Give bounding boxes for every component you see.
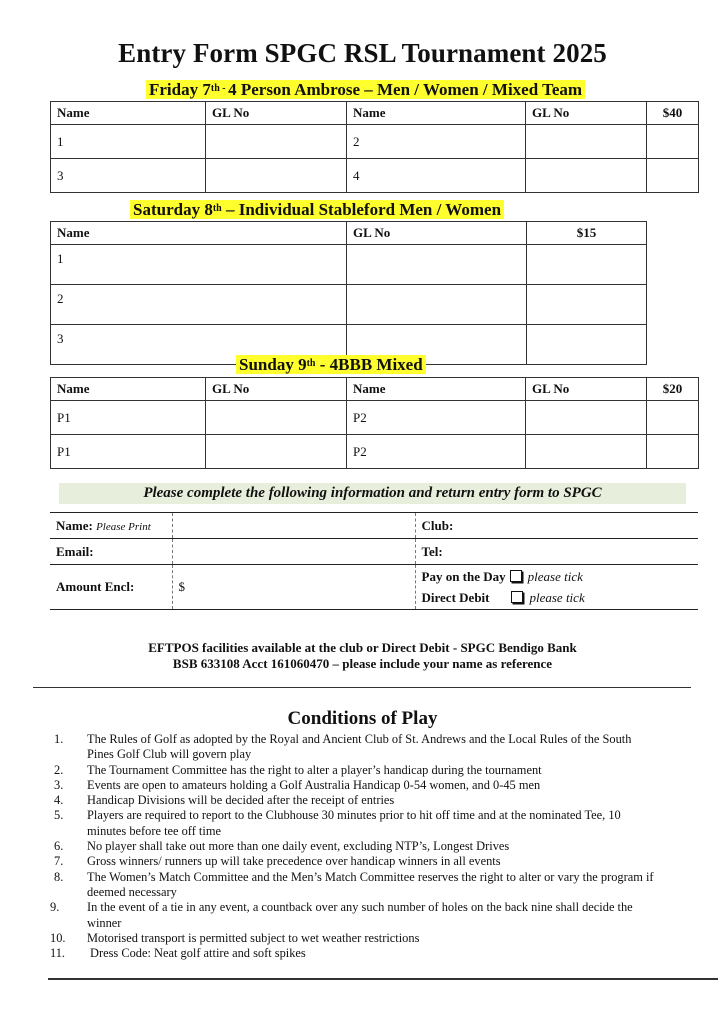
contact-info-table [50, 512, 698, 610]
email-tel-row [50, 539, 698, 565]
item-text: Dress Code: Neat golf attire and soft spikes [90, 946, 306, 961]
table-row [51, 159, 699, 193]
item-text: Players are required to report to the Clubhouse 30 minutes prior to hit off time and at the nominated Tee, 10 minutes before tee off time [87, 808, 621, 838]
item-number: 10. [50, 930, 66, 945]
col-header-gl-no: GL No [526, 102, 647, 125]
list-item [40, 732, 660, 763]
table-row [51, 245, 647, 285]
saturday-heading-sup: th [212, 203, 222, 214]
pay-on-day-checkbox[interactable] [510, 570, 522, 582]
saturday-heading [130, 199, 504, 220]
item-text: The Tournament Committee has the right to alter a player’s handicap during the tournament [87, 762, 542, 777]
item-number: 8. [54, 869, 64, 884]
name-club-row [50, 513, 698, 539]
player-name-cell[interactable]: 4 [347, 159, 526, 193]
player-name-cell[interactable]: 2 [347, 125, 526, 159]
col-header-gl-no: GL No [347, 222, 527, 245]
sunday-heading-event: - 4BBB Mixed [315, 355, 423, 374]
item-number: 2. [54, 762, 64, 777]
direct-debit-checkbox[interactable] [511, 591, 523, 603]
col-header-name: Name [347, 378, 526, 401]
gl-no-cell[interactable] [347, 245, 527, 285]
direct-debit-label: Direct Debit [421, 590, 490, 605]
gl-no-cell[interactable] [526, 401, 647, 435]
sunday-heading-sup: th [306, 358, 316, 369]
col-header-name: Name [51, 378, 206, 401]
gl-no-cell[interactable] [526, 159, 647, 193]
player-name-cell[interactable]: 1 [51, 245, 347, 285]
amount-label: Amount Encl: [50, 565, 172, 610]
table-row [51, 125, 699, 159]
friday-entry-table [50, 101, 699, 193]
table-row [51, 435, 699, 469]
name-hint: Please Print [96, 520, 151, 533]
table-header-row [51, 222, 647, 245]
player-name-cell[interactable]: 1 [51, 125, 206, 159]
sunday-entry-table [50, 377, 699, 469]
fee-cell[interactable] [647, 401, 699, 435]
email-field[interactable] [172, 539, 415, 565]
gl-no-cell[interactable] [526, 435, 647, 469]
col-header-gl-no: GL No [206, 102, 347, 125]
friday-heading-sup: th - [210, 83, 229, 94]
item-number: 5. [54, 808, 64, 823]
instructions-banner: Please complete the following information and return entry form to SPGC [59, 483, 686, 504]
item-number: 1. [54, 732, 64, 746]
friday-heading-event: 4 Person Ambrose – Men / Women / Mixed Team [228, 80, 583, 99]
friday-heading [146, 79, 585, 100]
footer-divider [48, 978, 718, 980]
gl-no-cell[interactable] [206, 159, 347, 193]
item-number: 6. [54, 839, 64, 854]
name-label [50, 513, 172, 539]
sunday-heading [236, 354, 426, 375]
col-header-fee: $40 [647, 102, 699, 125]
divider [33, 687, 691, 688]
player-name-cell[interactable]: 3 [51, 159, 206, 193]
tick-hint: please tick [529, 590, 585, 605]
club-label: Club: [421, 517, 454, 533]
item-number: 9. [50, 900, 60, 915]
player-name-cell[interactable]: P2 [347, 435, 526, 469]
conditions-list [40, 732, 660, 961]
club-field[interactable] [415, 513, 698, 539]
payment-note-line1: EFTPOS facilities available at the club or Direct Debit - SPGC Bendigo Bank [148, 640, 577, 655]
tel-field[interactable] [415, 539, 698, 565]
player-name-cell[interactable]: 3 [51, 325, 347, 365]
payment-note [0, 640, 725, 672]
player-name-cell[interactable]: P1 [51, 435, 206, 469]
fee-cell[interactable] [647, 159, 699, 193]
tick-hint: please tick [527, 569, 583, 584]
item-number: 4. [54, 793, 64, 808]
gl-no-cell[interactable] [206, 401, 347, 435]
email-label: Email: [50, 539, 172, 565]
item-number: 3. [54, 777, 64, 792]
gl-no-cell[interactable] [526, 125, 647, 159]
item-text: Events are open to amateurs holding a Golf Australia Handicap 0-54 women, and 0-45 men [87, 777, 541, 792]
col-header-name: Name [51, 102, 206, 125]
table-header-row [51, 102, 699, 125]
friday-heading-day: Friday 7 [149, 80, 211, 99]
list-item [40, 946, 660, 961]
pay-on-day-label: Pay on the Day [421, 569, 506, 584]
page-title: Entry Form SPGC RSL Tournament 2025 [118, 38, 607, 68]
col-header-gl-no: GL No [206, 378, 347, 401]
item-text: Handicap Divisions will be decided after the receipt of entries [87, 793, 395, 808]
player-name-cell[interactable]: P1 [51, 401, 206, 435]
list-item [40, 763, 660, 778]
item-text: In the event of a tie in any event, a countback over any such number of holes on the back nine shall decide the winner [87, 900, 633, 930]
table-row [51, 401, 699, 435]
payment-note-line2: BSB 633108 Acct 161060470 – please include your name as reference [172, 656, 553, 671]
list-item [40, 839, 660, 854]
pay-on-day-option [422, 566, 699, 587]
col-header-gl-no: GL No [526, 378, 647, 401]
list-item [40, 931, 660, 946]
item-text: Motorised transport is permitted subject to wet weather restrictions [87, 930, 420, 945]
item-text: Gross winners/ runners up will take precedence over handicap winners in all events [87, 854, 501, 869]
fee-cell[interactable] [527, 245, 647, 285]
col-header-fee: $15 [527, 222, 647, 245]
item-number: 7. [54, 854, 64, 869]
direct-debit-option [422, 587, 699, 608]
gl-no-cell[interactable] [206, 125, 347, 159]
fee-cell[interactable] [527, 285, 647, 325]
saturday-entry-table [50, 221, 647, 365]
fee-cell[interactable] [527, 325, 647, 365]
list-item [40, 854, 660, 869]
sunday-heading-day: Sunday 9 [239, 355, 307, 374]
list-item [40, 808, 660, 839]
tel-label: Tel: [421, 543, 443, 559]
saturday-heading-day: Saturday 8 [133, 200, 213, 219]
conditions-title: Conditions of Play [287, 708, 438, 729]
gl-no-cell[interactable] [347, 285, 527, 325]
table-row [51, 285, 647, 325]
table-header-row [51, 378, 699, 401]
col-header-fee: $20 [647, 378, 699, 401]
list-item [40, 900, 660, 931]
list-item [40, 870, 660, 901]
player-name-cell[interactable]: P2 [347, 401, 526, 435]
item-text: No player shall take out more than one daily event, excluding NTP’s, Longest Drives [87, 839, 510, 854]
saturday-heading-event: – Individual Stableford Men / Women [221, 200, 502, 219]
list-item [40, 778, 660, 793]
item-text: The Rules of Golf as adopted by the Royal and Ancient Club of St. Andrews and the Local Rules of the South Pines Golf Club will govern play [87, 732, 632, 762]
list-item [40, 793, 660, 808]
item-text: The Women’s Match Committee and the Men’s Match Committee reserves the right to alter or vary the program if deemed necessary [87, 869, 654, 899]
amount-field[interactable]: $ [172, 565, 415, 610]
name-label-text: Name: [56, 517, 93, 533]
item-number: 11. [50, 946, 66, 961]
payment-method-cell [415, 565, 698, 610]
amount-payment-row [50, 565, 698, 610]
gl-no-cell[interactable] [206, 435, 347, 469]
fee-cell[interactable] [647, 435, 699, 469]
col-header-name: Name [347, 102, 526, 125]
name-field[interactable] [172, 513, 415, 539]
fee-cell[interactable] [647, 125, 699, 159]
col-header-name: Name [51, 222, 347, 245]
player-name-cell[interactable]: 2 [51, 285, 347, 325]
